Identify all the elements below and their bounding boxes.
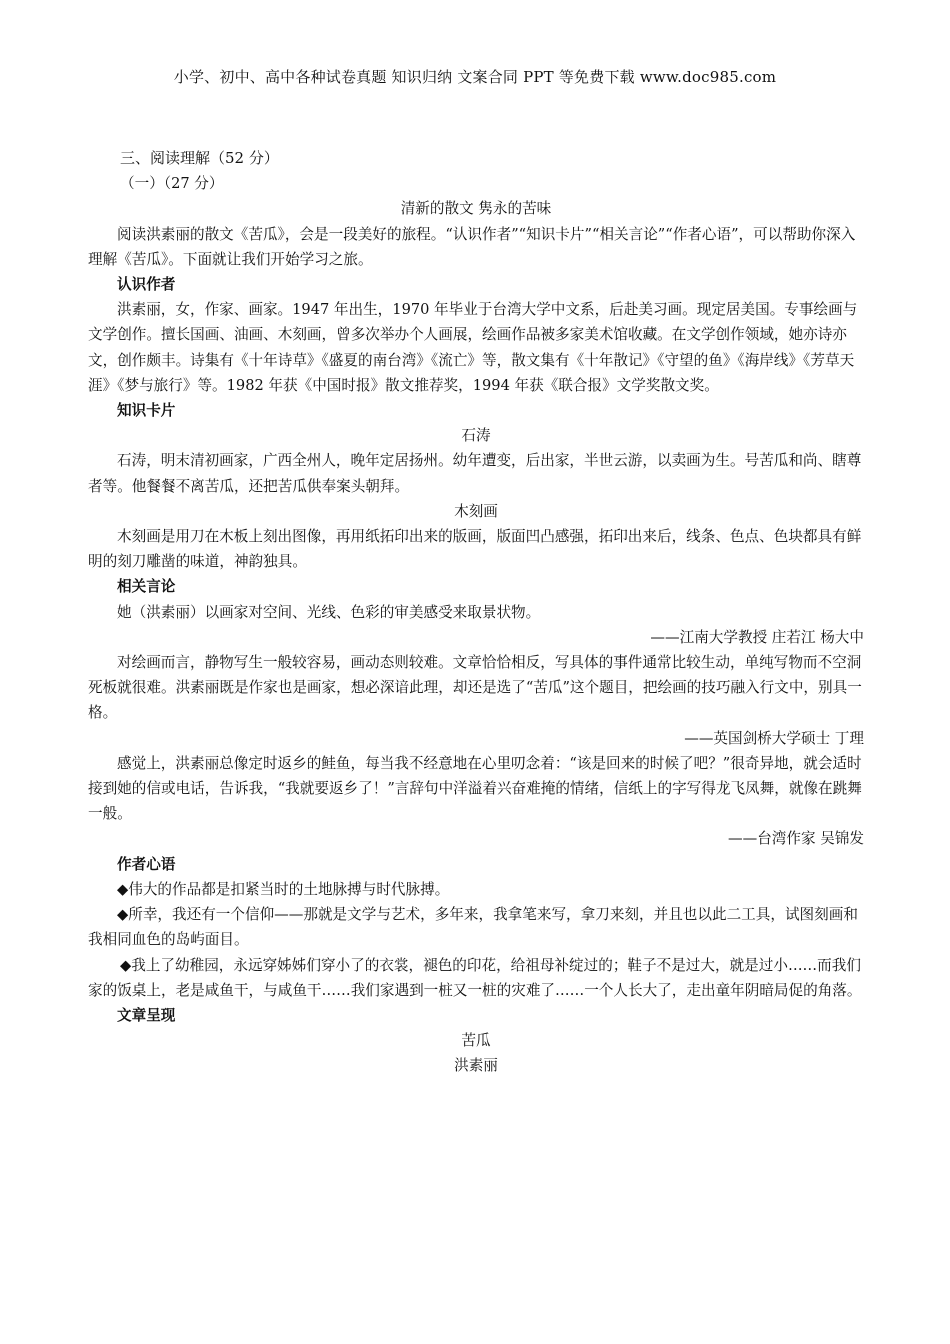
section-title: 三、阅读理解（52 分）	[120, 149, 279, 167]
comment1-source: ——江南大学教授 庄若江 杨大中	[650, 628, 864, 646]
card1-title: 石涛	[461, 427, 491, 445]
article-title: 苦瓜	[461, 1032, 491, 1050]
heart-item-1: ◆伟大的作品都是扣紧当时的土地脉搏与时代脉搏。	[117, 880, 450, 898]
comment2-paragraph: 对绘画而言，静物写生一般较容易，画动态则较难。文章恰恰相反，写具体的事件通常比较生动，单纯写物而不空洞死板就很难。洪素丽既是作家也是画家，想必深谙此理，却还是选了“苦瓜”这个题目，把绘画的技巧融入行文中，别具一格。	[88, 654, 862, 722]
comment3-paragraph: 感觉上，洪素丽总像定时返乡的鲑鱼，每当我不经意地在心里叨念着：“该是回来的时候了吧？”很奇异地，就会适时接到她的信或电话，告诉我，“我就要返乡了！”言辞句中洋溢着兴奋难掩的情绪，信纸上的字写得龙飞凤舞，就像在跳舞一般。	[88, 754, 862, 823]
comment3-source: ——台湾作家 吴锦发	[728, 830, 864, 848]
article-author: 洪素丽	[454, 1057, 498, 1075]
comment-heading: 相关言论	[117, 578, 176, 596]
heart-item-2: ◆所幸，我还有一个信仰——那就是文学与艺术，多年来，我拿笔来写，拿刀来刻，并且也以此二工具，试图刻画和我相同血色的岛屿面目。	[88, 906, 858, 949]
comment2-source: ——英国剑桥大学硕士 丁理	[684, 729, 864, 747]
author-paragraph: 洪素丽，女，作家、画家。1947 年出生，1970 年毕业于台湾大学中文系，后赴美习画。现定居美国。专事绘画与文学创作。擅长国画、油画、木刻画，曾多次举办个人画展，绘画作品被多家美术馆收藏。在文学创作领域，她亦诗亦文，创作颇丰。诗集有《十年诗草》《盛夏的南台湾》《流亡》等，散文集有《十年散记》《守望的鱼》《海岸线》《芳草天涯》《梦与旅行》等。1982 年获《中国时报》散文推荐奖，1994 年获《联合报》文学奖散文奖。	[88, 301, 858, 394]
card2-paragraph: 木刻画是用刀在木板上刻出图像，再用纸拓印出来的版画，版面凹凸感强，拓印出来后，线条、色点、色块都具有鲜明的刻刀雕凿的味道，神韵独具。	[88, 528, 862, 571]
comment1-paragraph: 她（洪素丽）以画家对空间、光线、色彩的审美感受来取景状物。	[117, 603, 541, 621]
card2-title: 木刻画	[454, 502, 498, 520]
document-body	[88, 146, 864, 1079]
part-title: （一）（27 分）	[120, 175, 224, 193]
card1-paragraph: 石涛，明末清初画家，广西全州人，晚年定居扬州。幼年遭变，后出家，半世云游，以卖画为生。号苦瓜和尚、瞎尊者等。他餐餐不离苦瓜，还把苦瓜供奉案头朝拜。	[88, 452, 862, 495]
card-heading: 知识卡片	[117, 402, 176, 420]
page-header: 小学、初中、高中各种试卷真题 知识归纳 文案合同 PPT 等免费下载 www.doc985.com	[173, 68, 777, 86]
intro-paragraph: 阅读洪素丽的散文《苦瓜》，会是一段美好的旅程。“认识作者”“知识卡片”“相关言论”“作者心语”，可以帮助你深入理解《苦瓜》。下面就让我们开始学习之旅。	[88, 225, 856, 268]
article-heading: 文章呈现	[117, 1006, 176, 1024]
heart-heading: 作者心语	[117, 855, 176, 873]
main-title: 清新的散文 隽永的苦味	[400, 200, 552, 218]
author-heading: 认识作者	[117, 276, 176, 294]
heart-item-3: ◆我上了幼稚园，永远穿姊姊们穿小了的衣裳，褪色的印花，给祖母补绽过的；鞋子不是过大，就是过小……而我们家的饭桌上，老是咸鱼干，与咸鱼干……我们家遇到一桩又一桩的灾难了……一个人长大了，走出童年阴暗局促的角落。	[88, 956, 862, 999]
